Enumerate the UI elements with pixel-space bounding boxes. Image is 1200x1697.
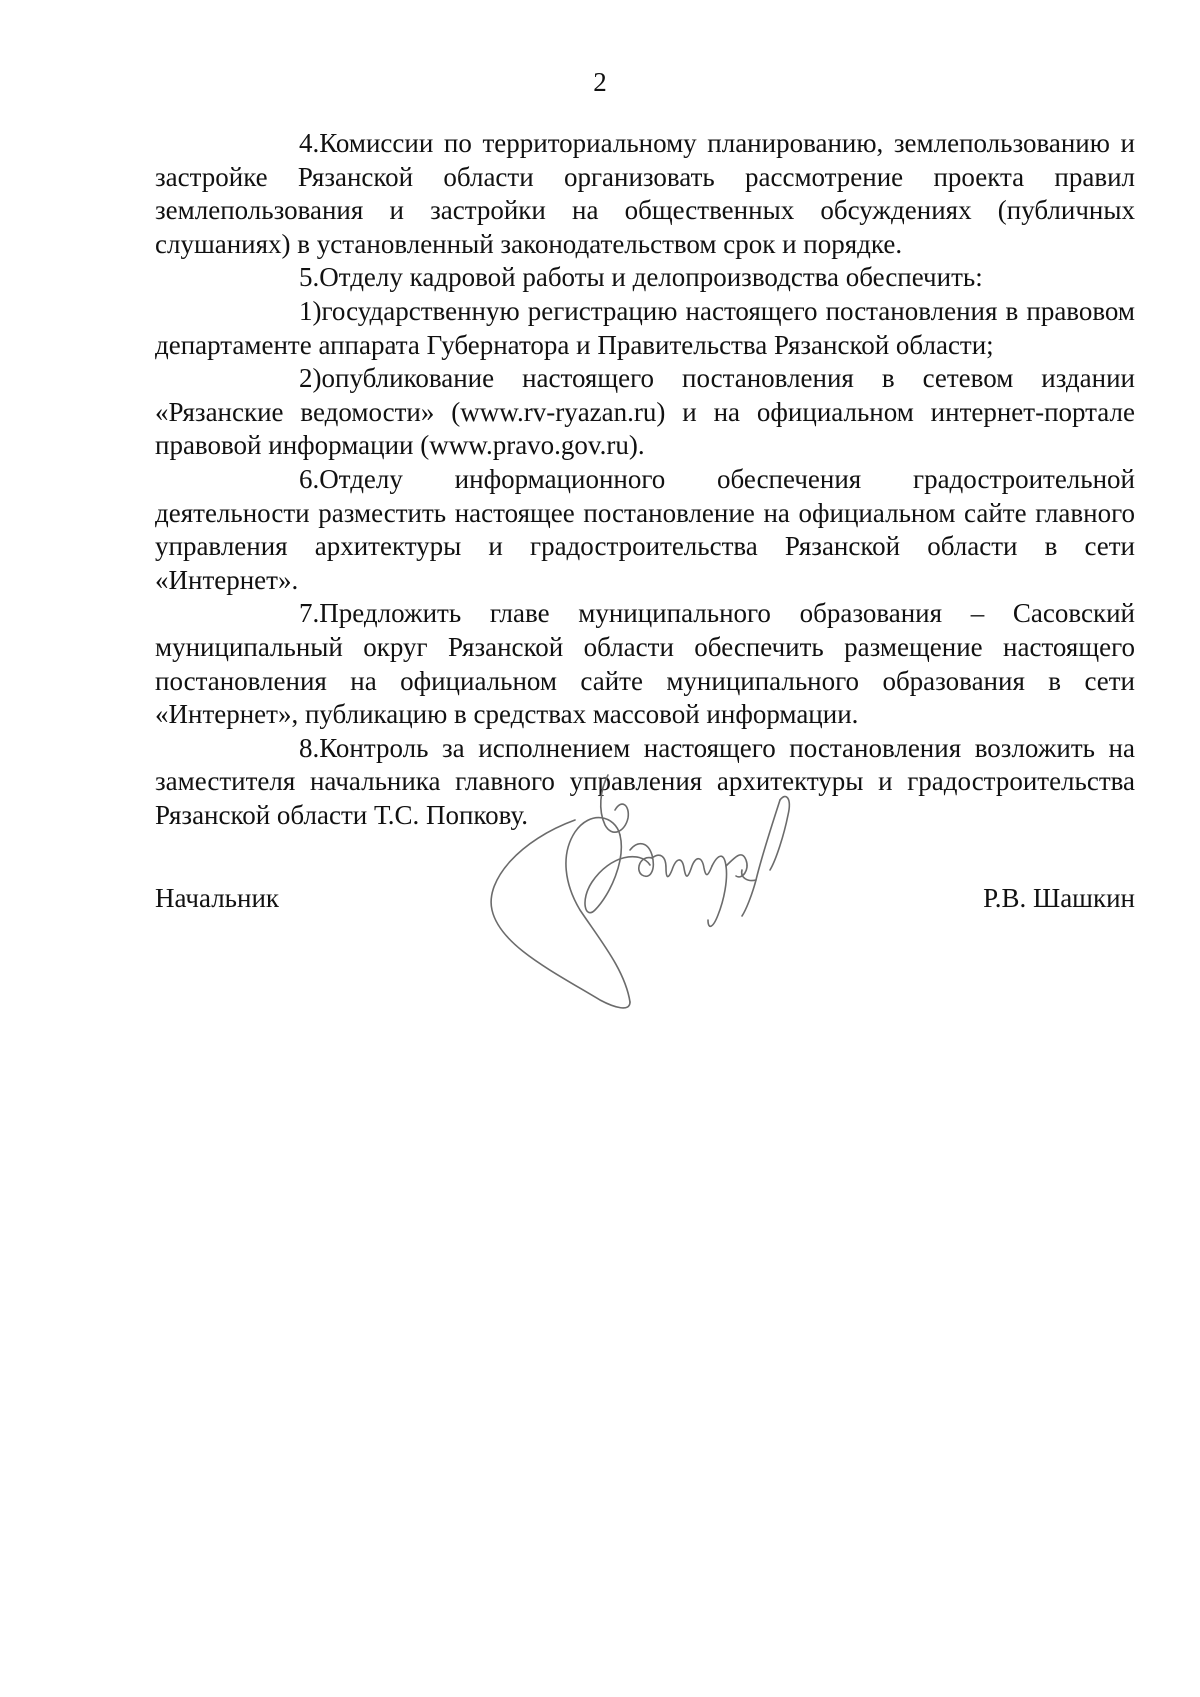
page-number: 2 — [593, 67, 607, 97]
paragraph-number: 7. — [299, 598, 320, 629]
paragraph-text: опубликование настоящего постановления в сетевом издании «Рязанские ведомости» (www.rv-ryazan.ru) и на официальном интернет-портале правовой информации (www.pravo.gov.ru). — [155, 363, 1135, 461]
paragraph-text: Предложить главе муниципального образования – Сасовский муниципальный округ Рязанской области обеспечить размещение настоящего постановления на официальном сайте муниципального образования в сети «Интернет», публикацию в средствах массовой информации. — [155, 598, 1135, 730]
paragraph-5-2 — [155, 362, 1135, 463]
paragraph-text: Отделу кадровой работы и делопроизводства обеспечить: — [319, 262, 983, 293]
paragraph-text: Комиссии по территориальному планированию, землепользованию и застройке Рязанской области организовать рассмотрение проекта правил землепользования и застройки на общественных обсуждениях (публичных слушаниях) в установленный законодательством срок и порядке. — [155, 128, 1135, 259]
signer-name: Р.В. Шашкин — [983, 883, 1135, 913]
paragraph-6 — [155, 463, 1135, 597]
subparagraph-number: 1) — [299, 295, 322, 326]
paragraph-7 — [155, 597, 1135, 731]
paragraph-5-1 — [155, 295, 1135, 362]
paragraph-text: Контроль за исполнением настоящего постановления возложить на заместителя начальника главного управления архитектуры и градостроительства Рязанской области Т.С. Попкову. — [155, 732, 1135, 830]
paragraph-number: 4. — [299, 128, 320, 158]
paragraph-number: 8. — [299, 732, 320, 763]
paragraph-text: Отделу информационного обеспечения градостроительной деятельности разместить настоящее постановление на официальном сайте главного управления архитектуры и градостроительства Рязанской области в сети «Интернет». — [155, 463, 1135, 595]
paragraph-text: государственную регистрацию настоящего постановления в правовом департаменте аппарата Губернатора и Правительства Рязанской области; — [155, 295, 1135, 360]
paragraph-number: 5. — [299, 262, 320, 293]
paragraph-5 — [155, 261, 1135, 295]
subparagraph-number: 2) — [299, 363, 322, 394]
signature-block — [155, 882, 1135, 922]
paragraph-number: 6. — [299, 463, 320, 494]
signer-role: Начальник — [155, 883, 280, 913]
paragraph-4 — [155, 127, 1135, 261]
document-body — [155, 127, 1135, 832]
